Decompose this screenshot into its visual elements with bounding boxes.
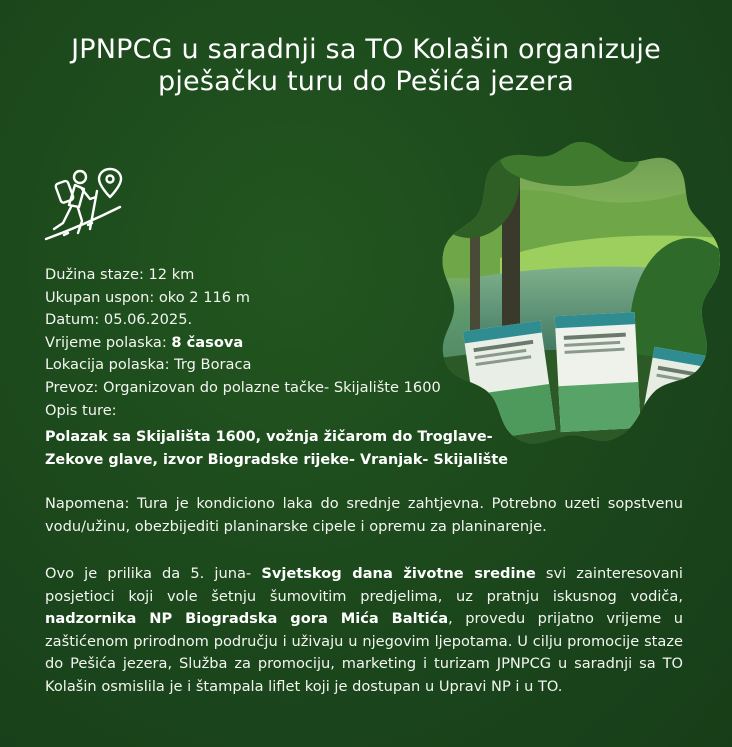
departure-location: Lokacija polaska: Trg Boraca [45,356,252,374]
info-bold-2: nadzornika NP Biogradska gora Mića Baltića [45,610,449,628]
route-line-2: Zekove glave, izvor Biogradske rijeke- Vranjak- Skijalište [45,451,508,468]
hiker-with-map-pin-icon [44,167,124,243]
departure-time [45,332,515,355]
description-label: Opis ture: [45,401,117,419]
route-line-1: Polazak sa Skijališta 1600, vožnja žičarom do Troglave- [45,429,493,445]
info-part-2: svi zainteresovani posjetioci koji vole šetnju šumovitim predjelima, uz pratnju iskusnog vodiča, [45,565,683,605]
tour-facts [45,264,515,422]
transport-info: Prevoz: Organizovan do polazne tačke- Skijalište 1600 [45,378,441,396]
tour-date: Datum: 05.06.2025. [45,311,193,329]
note-paragraph: Napomena: Tura je kondiciono laka do srednje zahtjevna. Potrebno uzeti sopstvenu vodu/užinu, obezbijediti planinarske cipele i opremu za planinarenje. [45,495,683,535]
info-bold-1: Svjetskog dana životne sredine [261,565,536,582]
info-part-1: Ovo je prilika da 5. juna- [45,565,262,582]
route-description [45,426,515,471]
trail-length: Dužina staze: 12 km [45,266,195,283]
departure-label: Vrijeme polaska: [45,333,172,351]
info-part-3: , provedu prijatno vrijeme u zaštićenom prirodnom području i uživaju u njegovim ljepotama. U cilju promocije staze do Pešića jezera, Služba za promociju, marketing i turizam JPNPCG u saradnji sa TO Kolašin osmislila je i štampala liflet koji je dostupan u Upravi NP i u TO. [45,610,683,695]
departure-value: 8 časova [171,333,244,351]
total-ascent: Ukupan uspon: oko 2 116 m [45,288,250,306]
info-paragraph [45,563,683,699]
page-title: JPNPCG u saradnji sa TO Kolašin organizuje pješačku turu do Pešića jezera [71,34,661,97]
